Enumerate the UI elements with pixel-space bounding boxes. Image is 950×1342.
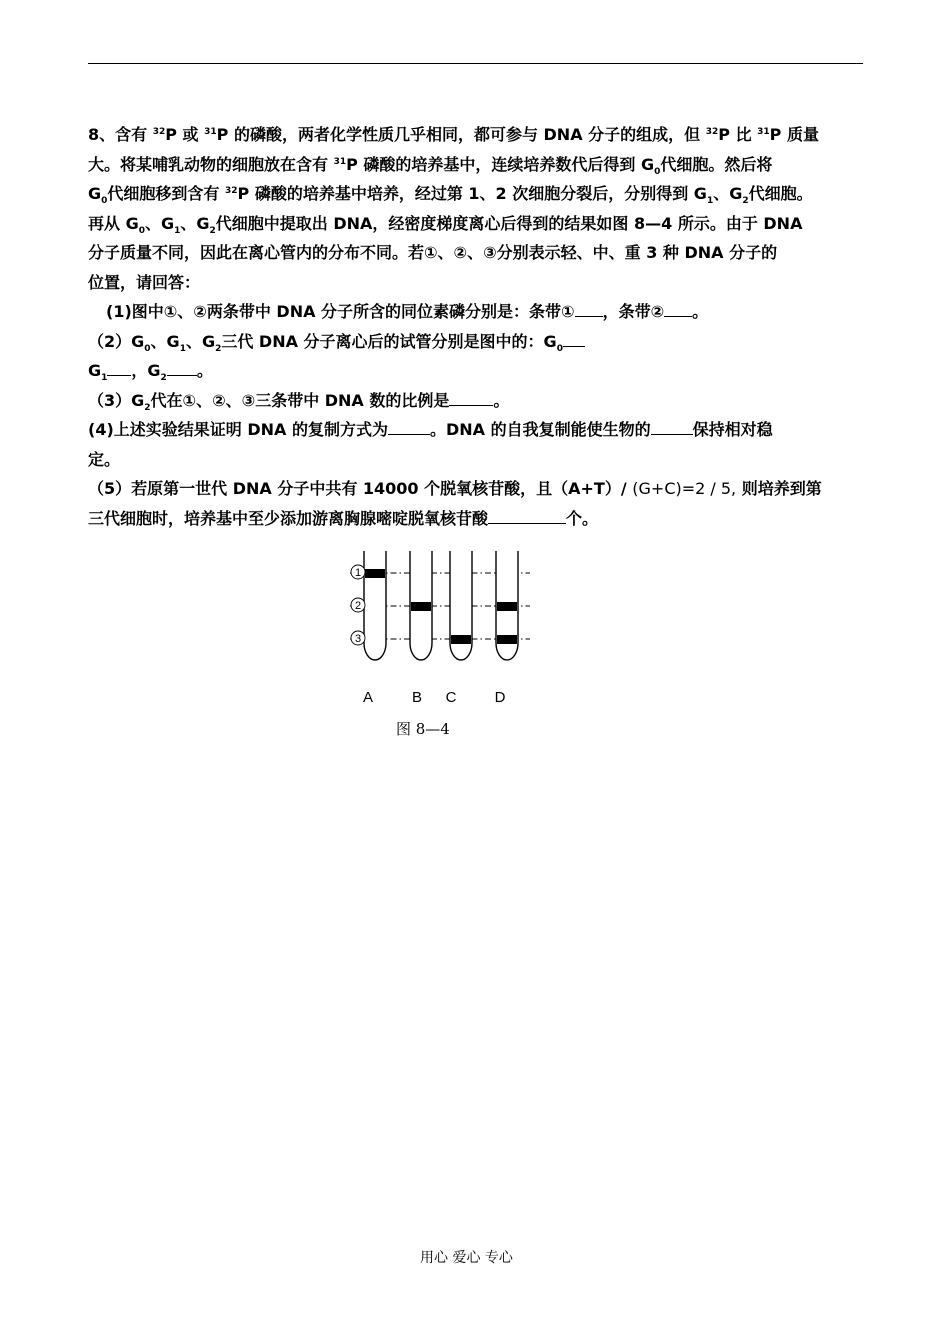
dna-band-1 [365,569,385,578]
tube-A [364,551,386,660]
question-5-cont: 三代细胞时，培养基中至少添加游离胸腺嘧啶脱氧核苷酸 个。 [88,508,599,528]
marker-label-2: 2 [354,600,362,612]
line-4: 再从 $G_0$、$G_1$、$G_2$代细胞中提取出 DNA，经密度梯度离心后得到的结果如图 8—4 所示。由于 DNA [88,213,803,236]
centrifuge-tubes [364,551,518,660]
answer-blank[interactable] [488,509,566,524]
tube-label-A: A [362,689,374,706]
question-4: (4)上述实验结果证明 DNA 的复制方式为 。DNA 的自我复制能使生物的 保持相对稳 [88,420,773,439]
tube-C [450,551,472,660]
dna-band-2 [497,602,517,611]
footer-text: 用心 爱心 专心 [420,1250,513,1266]
line-6: 位置，请回答： [88,272,201,292]
answer-blank[interactable] [563,332,585,347]
question-2-cont: $G_1$ ，$G_2$ 。 [88,361,213,383]
dna-band-3 [451,635,471,644]
tube-label-B: B [411,689,423,706]
answer-blank[interactable] [664,302,692,317]
answer-blank[interactable] [449,391,493,406]
dna-band-3 [497,635,517,644]
tube-label-D: D [494,689,506,706]
question-3: $(3)G_2$代在①、②、③三条带中 DNA 数的比例是 。 [88,390,510,413]
question-5: （5）若原第一世代 DNA 分子中共有 14000 个脱氧核苷酸，且（A+T）/ (G+C)=2 / 5, 则培养到第 [88,479,822,498]
figure-caption: 图 8—4 [396,720,450,738]
tube-D [496,551,518,660]
position-markers [351,565,365,645]
tube-label-C: C [445,689,457,706]
question-1: (1)图中①、②两条带中 DNA 分子所含的同位素磷分别是：条带① ，条带② 。 [106,302,709,321]
answer-blank[interactable] [388,420,430,435]
question-2: $(2)G_0$、$G_1$、$G_2$三代 DNA 分子离心后的试管分别是图中的：$G_0$ [88,327,868,357]
header-rule [88,63,863,64]
question-body [88,120,868,533]
marker-label-1: 1 [354,567,362,579]
line-2: 大。将某哺乳动物的细胞放在含有 $^{31}$P 磷酸的培养基中，连续培养数代后得到 $G_0$代细胞。然后将 [88,154,773,177]
tube-B [410,551,432,660]
answer-blank[interactable] [167,361,197,376]
answer-blank[interactable] [651,420,693,435]
question-4-cont: 定。 [88,449,121,469]
marker-label-3: 3 [354,633,362,645]
dna-band-2 [411,602,431,611]
answer-blank[interactable] [107,361,131,376]
tube-labels [363,689,506,706]
line-3: $G_0$代细胞移到含有 $^{32}$P 磷酸的培养基中培养，经过第 1、2 次细胞分裂后，分别得到 $G_1$、$G_2$代细胞。 [88,184,813,206]
line-5: 分子质量不同，因此在离心管内的分布不同。若①、②、③分别表示轻、中、重 3 种 DNA 分子的 [88,243,778,262]
tube-outline [364,551,386,660]
answer-blank[interactable] [575,302,603,317]
line-1: 8、含有 $^{32}$P 或 $^{31}$P 的磷酸，两者化学性质几乎相同，都可参与 DNA 分子的组成，但 $^{32}$P 比 $^{31}$P 质量 [88,125,819,144]
